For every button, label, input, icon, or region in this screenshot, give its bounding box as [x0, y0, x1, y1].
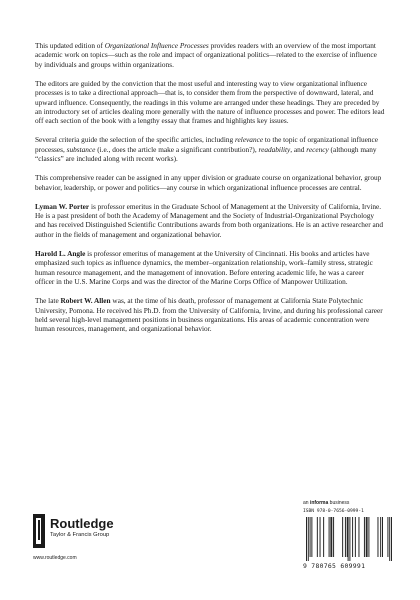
- back-cover-text: [35, 41, 385, 343]
- barcode-bar: [355, 517, 356, 557]
- publisher-group: Taylor & Francis Group: [50, 532, 110, 538]
- barcode-bar: [311, 517, 312, 557]
- body-text: was, at the time of his death, professor of management at California State Polytechnic University, Pomona. He received his Ph.D. from the University of California, Irvine, and during his professional career held several high-level management positions in business organizations. His areas of academic concentration were human resources, management, and organizational behavior.: [35, 296, 383, 334]
- barcode-bar: [347, 517, 348, 557]
- barcode-bar: [391, 517, 392, 561]
- routledge-logo-icon: [33, 514, 45, 548]
- paragraph: [35, 79, 385, 126]
- body-text: is professor emeritus in the Graduate School of Management at the University of California, Irvine. He is a past president of both the Academy of Management and the Society of Industrial-Organizational Psychology and has received Distinguished Scientific Contributions awards from both organizations. He is an active researcher and author in the fields of management and organizational behavior.: [35, 201, 383, 239]
- barcode-bar: [323, 517, 324, 557]
- barcode-bar: [317, 517, 318, 557]
- barcode-bar: [342, 517, 343, 557]
- emphasis-text: readability: [258, 144, 291, 154]
- barcode-bar: [380, 517, 381, 557]
- barcode-number: 9 780765 609991: [303, 562, 366, 570]
- body-text: provides readers with an overview of the most important academic work on topics—such as the role and impact of organizational politics—related to the exercise of influence by individuals and groups within organizations.: [35, 41, 377, 69]
- barcode-bar: [329, 517, 330, 557]
- body-text: The editors are guided by the conviction that the most useful and interesting way to view organizational influence processes is to take a directional approach—that is, to consider them from the perspective of downward, lateral, and upward influence. Consequently, the readings in this volume are arranged under these headings. They are preceded by an introductory set of articles dealing more generally with the nature of influence processes and power. The editors lead off each section of the book with a lengthy essay that frames and highlights key issues.: [35, 78, 385, 126]
- body-text: is professor emeritus of management at the University of Cincinnati. His books and articles have emphasized such topics as influence dynamics, the member–organization relationship, work–family stress, strategic human resource management, and the management of innovation. Before entering academic life, he was a career officer in the U.S. Marine Corps and was the director of the Marine Corps Office of Manpower Utilization.: [35, 248, 373, 287]
- isbn-label: ISBN 978-0-7656-0999-1: [303, 509, 364, 514]
- barcode-bar: [345, 517, 346, 557]
- emphasis-text: relevance: [234, 135, 264, 145]
- body-text: Several criteria guide the selection of the specific articles, including: [35, 135, 235, 145]
- barcode-bar: [308, 517, 309, 561]
- barcode-bar: [389, 517, 390, 561]
- paragraph: [35, 249, 385, 287]
- barcode-bar: [348, 517, 349, 561]
- barcode-bar: [368, 517, 369, 557]
- body-text: to the topic of organizational influence processes,: [35, 135, 379, 154]
- publisher-name: Routledge: [50, 516, 114, 531]
- barcode-block: [303, 500, 395, 572]
- barcode-bar: [352, 517, 353, 557]
- barcode-bar: [306, 517, 307, 561]
- body-text: This updated edition of: [35, 41, 105, 50]
- paragraph: [35, 135, 385, 163]
- publisher-block: [33, 514, 163, 562]
- publisher-url: www.routledge.com: [33, 555, 77, 561]
- informa-tagline: an informa business: [303, 500, 350, 506]
- barcode-bar: [387, 517, 388, 557]
- body-text: , and: [290, 144, 307, 154]
- emphasis-text: substance: [66, 144, 96, 154]
- barcode-bar: [364, 517, 365, 557]
- emphasis-text: Organizational Influence Processes: [104, 41, 209, 50]
- body-text: (i.e., does the article make a significant contribution?),: [95, 144, 259, 154]
- body-text: The late: [35, 296, 61, 306]
- author-name: Robert W. Allen: [60, 296, 111, 306]
- barcode-bar: [333, 517, 334, 557]
- barcode-bar: [367, 517, 368, 557]
- barcode-bar: [310, 517, 311, 557]
- barcode-bar: [349, 517, 350, 561]
- body-text: This comprehensive reader can be assigned in any upper division or graduate course on organizational behavior, group behavior, leadership, or power and politics—any course in which organizational influence processes are central.: [35, 173, 382, 192]
- emphasis-text: recency: [306, 144, 329, 154]
- barcode-bar: [330, 517, 331, 557]
- barcode-bar: [366, 517, 367, 557]
- paragraph: [35, 173, 385, 192]
- barcode-bar: [378, 517, 379, 557]
- paragraph: [35, 202, 385, 240]
- barcode-bar: [331, 517, 332, 557]
- barcode-bar: [320, 517, 321, 557]
- paragraph: [35, 296, 385, 334]
- author-name: Harold L. Angle: [35, 248, 86, 258]
- barcode-bar: [382, 517, 383, 557]
- barcode-bar: [359, 517, 360, 557]
- paragraph: [35, 41, 385, 69]
- barcode-icon: [303, 517, 395, 561]
- body-text: (although many “classics” are included along with recent works).: [35, 144, 377, 164]
- author-name: Lyman W. Porter: [35, 201, 90, 211]
